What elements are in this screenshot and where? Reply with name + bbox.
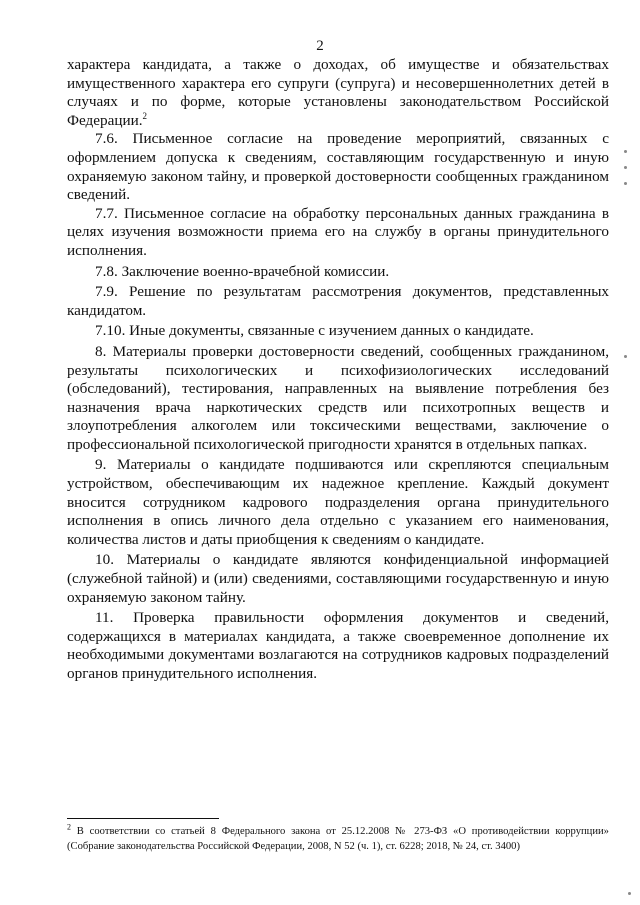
- paragraph-9: 9. Материалы о кандидате подшиваются или скрепляются специальным устройством, обеспечивающим их надежное крепление. Каждый документ вносится сотрудником кадрового подразделения органа принудительного исполнения в опись личного дела отдельно с указанием его наименования, количества листов и даты приобщения к сведениям о кандидате.: [67, 456, 609, 548]
- paragraph-7-10: 7.10. Иные документы, связанные с изучением данных о кандидате.: [95, 322, 534, 340]
- paragraph-8: 8. Материалы проверки достоверности сведений, сообщенных гражданином, результаты психологических и психофизиологических исследований (обследований), тестирования, направленных на выявление потребления без назначения врача наркотических средств или психотропных веществ и злоупотребления алкоголем или токсическими веществами, заключение о профессиональной психологической пригодности хранятся в отдельных папках.: [67, 342, 609, 453]
- paragraph-7-9: 7.9. Решение по результатам рассмотрения документов, представленных кандидатом.: [67, 283, 609, 319]
- paragraph-text: характера кандидата, а также о доходах, об имуществе и обязательствах имущественного характера его супруги (супруга) и несовершеннолетних детей в случаях и по форме, которые установлены законодательством Российской Федерации.: [67, 56, 609, 129]
- scan-dot: [624, 150, 627, 153]
- page-number: 2: [316, 38, 324, 54]
- paragraph-7-7: 7.7. Письменное согласие на обработку персональных данных гражданина в целях изучения возможности приема его на службу в органы принудительного исполнения.: [67, 204, 609, 259]
- scan-dot: [624, 166, 627, 169]
- scan-dot: [624, 182, 627, 185]
- footnote-marker: 2: [67, 822, 71, 832]
- paragraph-7-6: 7.6. Письменное согласие на проведение мероприятий, связанных с оформлением допуска к сведениям, составляющим государственную и иную охраняемую законом тайну, и проверкой достоверности сообщенных гражданином сведений.: [67, 130, 609, 204]
- footnote-ref: 2: [142, 110, 148, 121]
- paragraph-10: 10. Материалы о кандидате являются конфиденциальной информацией (служебной тайной) и (или) сведениями, составляющими государственную и иную охраняемую законом тайну.: [67, 551, 609, 606]
- paragraph-intro: [67, 56, 609, 130]
- scan-dot: [628, 892, 631, 895]
- footnote-text: В соответствии со статьей 8 Федерального закона от 25.12.2008 № 273-ФЗ «О противодействии коррупции» (Собрание законодательства Российской Федерации, 2008, N 52 (ч. 1), ст. 6228; 2018, № 24, ст. 3400): [67, 826, 609, 852]
- scan-dot: [624, 355, 627, 358]
- footnote: [67, 824, 609, 854]
- footnote-divider: [67, 818, 219, 819]
- paragraph-11: 11. Проверка правильности оформления документов и сведений, содержащихся в материалах кандидата, а также своевременное дополнение их необходимыми документами возлагаются на сотрудников кадровых подразделений органов принудительного исполнения.: [67, 609, 609, 682]
- document-body: [67, 56, 609, 684]
- paragraph-7-8: 7.8. Заключение военно-врачебной комиссии.: [95, 262, 390, 280]
